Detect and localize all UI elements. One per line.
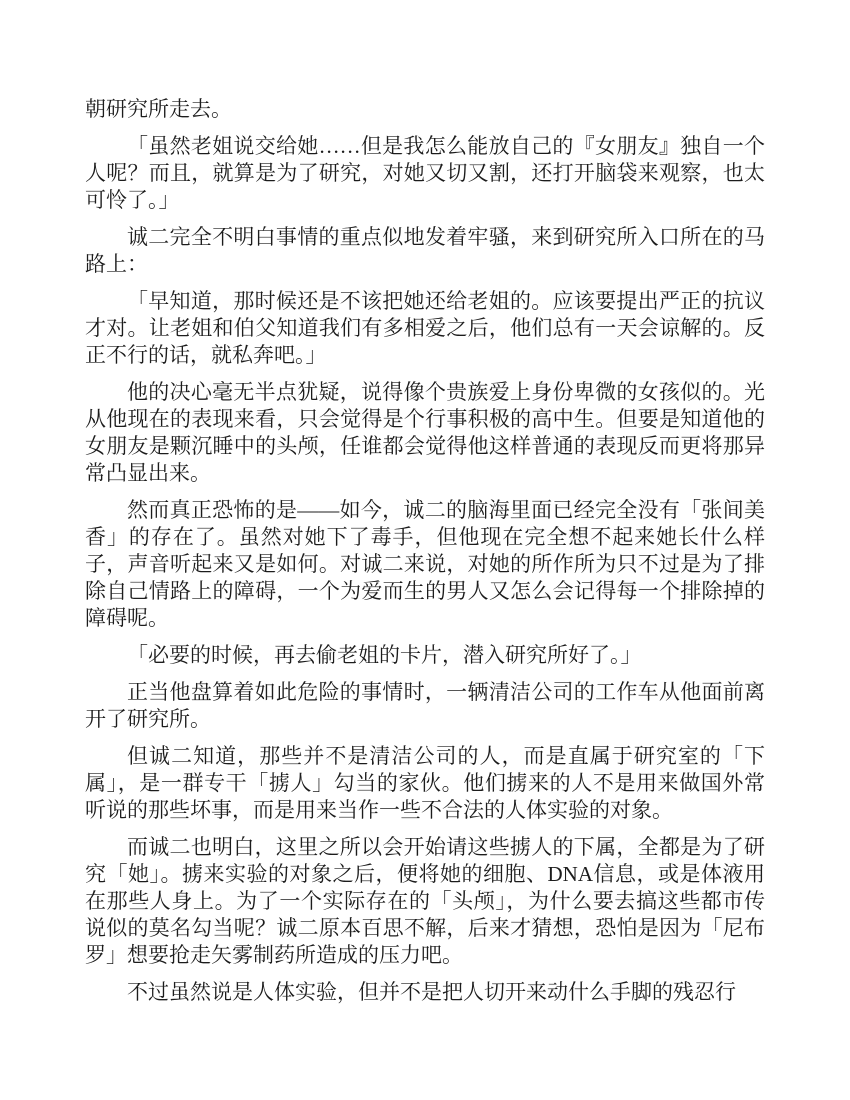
paragraph: 「早知道，那时候还是不该把她还给老姐的。应该要提出严正的抗议才对。让老姐和伯父知道我们有多相爱之后，他们总有一天会谅解的。反正不行的话，就私奔吧。」 xyxy=(85,289,765,367)
paragraph: 正当他盘算着如此危险的事情时，一辆清洁公司的工作车从他面前离开了研究所。 xyxy=(85,680,765,731)
paragraph: 而诚二也明白，这里之所以会开始请这些掳人的下属，全都是为了研究「她」。掳来实验的对象之后，便将她的细胞、DNA信息，或是体液用在那些人身上。为了一个实际存在的「头颅」，为什么要去搞这些都市传说似的莫名勾当呢？诚二原本百思不解，后来才猜想，恐怕是因为「尼布罗」想要抢走矢雾制药所造成的压力吧。 xyxy=(85,835,765,967)
paragraph: 「必要的时候，再去偷老姐的卡片，潜入研究所好了。」 xyxy=(127,643,642,667)
paragraph: 「虽然老姐说交给她……但是我怎么能放自己的『女朋友』独自一个人呢？而且，就算是为了研究，对她又切又割，还打开脑袋来观察，也太可怜了。」 xyxy=(85,134,765,212)
paragraph: 朝研究所走去。 xyxy=(85,97,232,121)
paragraph: 他的决心毫无半点犹疑，说得像个贵族爱上身份卑微的女孩似的。光从他现在的表现来看，只会觉得是个行事积极的高中生。但要是知道他的女朋友是颗沉睡中的头颅，任谁都会觉得他这样普通的表现反而更将那异常凸显出来。 xyxy=(85,380,765,485)
paragraph: 诚二完全不明白事情的重点似地发着牢骚，来到研究所入口所在的马路上： xyxy=(85,225,765,276)
novel-text-block xyxy=(85,96,765,1006)
paragraph: 但诚二知道，那些并不是清洁公司的人，而是直属于研究室的「下属」，是一群专干「掳人」勾当的家伙。他们掳来的人不是用来做国外常听说的那些坏事，而是用来当作一些不合法的人体实验的对象。 xyxy=(85,744,765,822)
paragraph: 然而真正恐怖的是——如今，诚二的脑海里面已经完全没有「张间美香」的存在了。虽然对她下了毒手，但他现在完全想不起来她长什么样子，声音听起来又是如何。对诚二来说，对她的所作所为只不过是为了排除自己情路上的障碍，一个为爱而生的男人又怎么会记得每一个排除掉的障碍呢。 xyxy=(85,498,765,630)
paragraph: 不过虽然说是人体实验，但并不是把人切开来动什么手脚的残忍行 xyxy=(127,980,736,1004)
